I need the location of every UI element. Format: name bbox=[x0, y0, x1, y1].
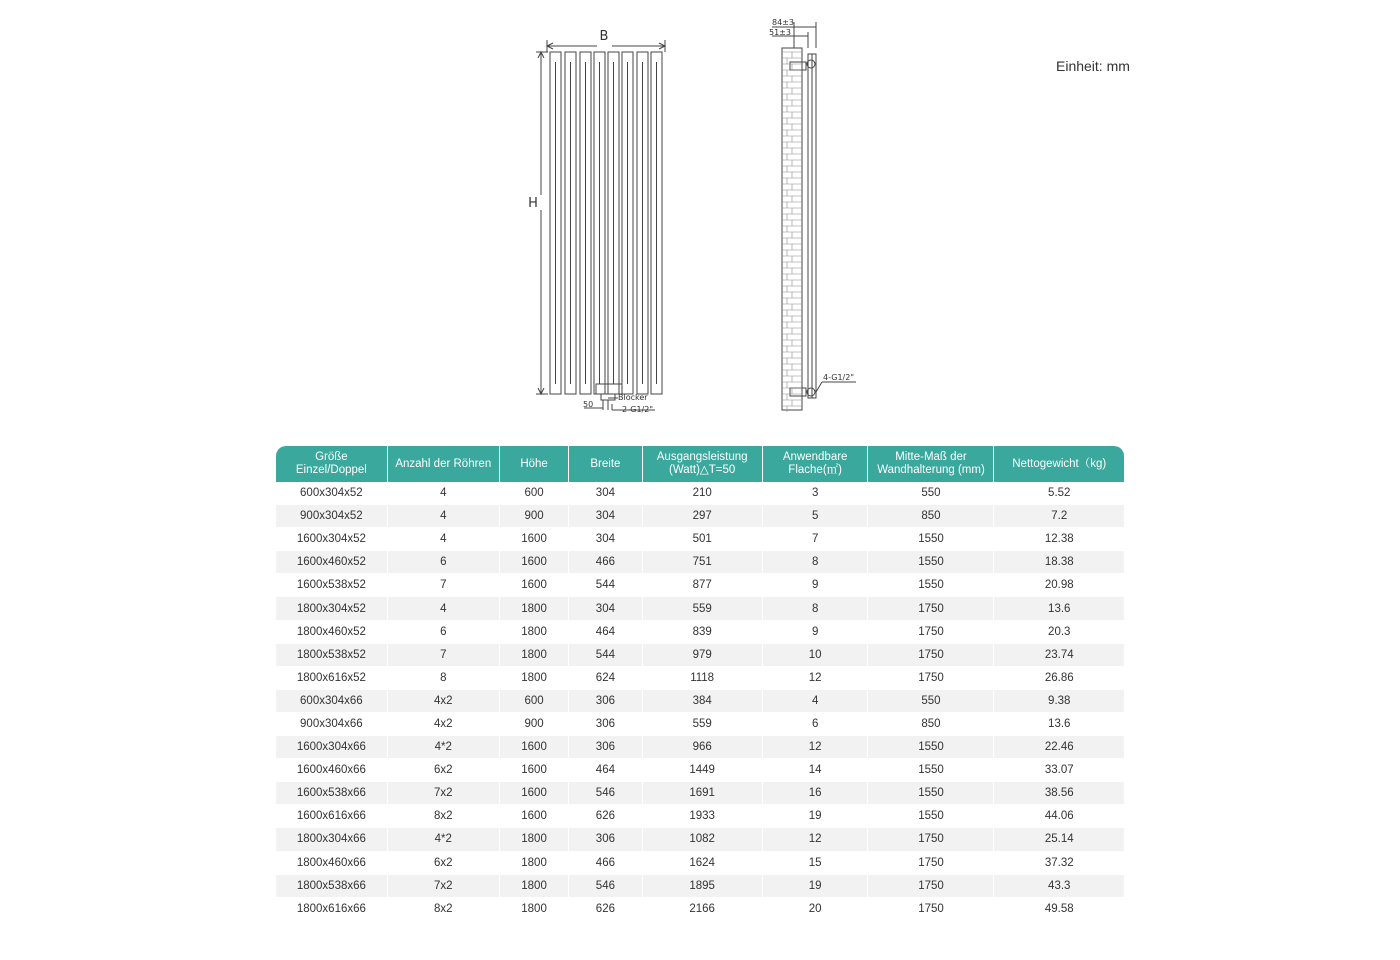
table-cell: 7.2 bbox=[994, 505, 1124, 528]
height-label: H bbox=[528, 196, 538, 211]
table-cell: 25.14 bbox=[994, 828, 1124, 851]
table-cell: 1750 bbox=[868, 621, 994, 644]
column-header bbox=[500, 446, 569, 482]
table-cell: 1800x460x66 bbox=[276, 852, 388, 875]
table-cell: 559 bbox=[643, 597, 763, 620]
table-cell: 1933 bbox=[643, 805, 763, 828]
table-row bbox=[276, 528, 1124, 551]
table-cell: 1624 bbox=[643, 852, 763, 875]
table-cell: 1800 bbox=[500, 667, 569, 690]
offset-label: 50 bbox=[583, 400, 594, 409]
table-cell: 16 bbox=[763, 782, 869, 805]
table-cell: 1550 bbox=[868, 782, 994, 805]
table-cell: 979 bbox=[643, 644, 763, 667]
table-cell: 1800x538x66 bbox=[276, 875, 388, 898]
table-cell: 12 bbox=[763, 828, 869, 851]
column-header bbox=[994, 446, 1124, 482]
table-cell: 1600 bbox=[500, 805, 569, 828]
table-cell: 7x2 bbox=[388, 782, 500, 805]
table-cell: 8 bbox=[763, 597, 869, 620]
table-cell: 6x2 bbox=[388, 759, 500, 782]
table-cell: 546 bbox=[569, 782, 642, 805]
table-cell: 877 bbox=[643, 574, 763, 597]
table-cell: 8 bbox=[763, 551, 869, 574]
table-row bbox=[276, 828, 1124, 851]
table-row bbox=[276, 713, 1124, 736]
table-cell: 850 bbox=[868, 505, 994, 528]
table-cell: 6 bbox=[388, 551, 500, 574]
table-cell: 5.52 bbox=[994, 482, 1124, 505]
table-cell: 304 bbox=[569, 528, 642, 551]
table-row bbox=[276, 898, 1124, 921]
table-cell: 26.86 bbox=[994, 667, 1124, 690]
table-cell: 466 bbox=[569, 852, 642, 875]
column-header-line: Anzahl der Röhren bbox=[395, 457, 492, 470]
table-cell: 23.74 bbox=[994, 644, 1124, 667]
table-cell: 7 bbox=[388, 574, 500, 597]
table-cell: 1082 bbox=[643, 828, 763, 851]
table-cell: 37.32 bbox=[994, 852, 1124, 875]
table-cell: 4 bbox=[388, 505, 500, 528]
table-cell: 1800x616x66 bbox=[276, 898, 388, 921]
table-cell: 544 bbox=[569, 644, 642, 667]
table-cell: 3 bbox=[763, 482, 869, 505]
column-header-line: Breite bbox=[590, 457, 621, 470]
table-row bbox=[276, 736, 1124, 759]
table-cell: 7 bbox=[388, 644, 500, 667]
table-cell: 466 bbox=[569, 551, 642, 574]
table-cell: 7 bbox=[763, 528, 869, 551]
table-cell: 306 bbox=[569, 690, 642, 713]
column-header-line: Mitte-Maß der bbox=[895, 451, 967, 463]
table-body bbox=[276, 482, 1124, 921]
specification-table bbox=[276, 446, 1124, 921]
table-row bbox=[276, 875, 1124, 898]
table-cell: 4 bbox=[388, 528, 500, 551]
table-cell: 900x304x52 bbox=[276, 505, 388, 528]
table-cell: 1750 bbox=[868, 597, 994, 620]
table-cell: 8 bbox=[388, 667, 500, 690]
table-cell: 1118 bbox=[643, 667, 763, 690]
table-cell: 4*2 bbox=[388, 736, 500, 759]
table-cell: 304 bbox=[569, 597, 642, 620]
unit-label: Einheit: mm bbox=[1056, 58, 1130, 74]
table-cell: 1600 bbox=[500, 574, 569, 597]
table-cell: 304 bbox=[569, 505, 642, 528]
table-cell: 1800 bbox=[500, 828, 569, 851]
table-cell: 1800 bbox=[500, 621, 569, 644]
side-depth-inner-label: 51±3 bbox=[769, 28, 791, 37]
table-cell: 1750 bbox=[868, 852, 994, 875]
table-cell: 1800x304x52 bbox=[276, 597, 388, 620]
table-cell: 1600x460x52 bbox=[276, 551, 388, 574]
table-cell: 600x304x52 bbox=[276, 482, 388, 505]
table-cell: 900x304x66 bbox=[276, 713, 388, 736]
table-cell: 20 bbox=[763, 898, 869, 921]
table-cell: 1550 bbox=[868, 551, 994, 574]
table-cell: 306 bbox=[569, 736, 642, 759]
table-cell: 1449 bbox=[643, 759, 763, 782]
column-header-line: Flache(㎡) bbox=[788, 464, 842, 476]
column-header-line: Höhe bbox=[520, 457, 548, 470]
table-cell: 1600x616x66 bbox=[276, 805, 388, 828]
table-cell: 6 bbox=[763, 713, 869, 736]
table-cell: 9 bbox=[763, 574, 869, 597]
table-cell: 33.07 bbox=[994, 759, 1124, 782]
table-cell: 1750 bbox=[868, 875, 994, 898]
column-header-line: (Watt)△T=50 bbox=[669, 464, 736, 476]
table-cell: 501 bbox=[643, 528, 763, 551]
table-cell: 4 bbox=[388, 597, 500, 620]
table-row bbox=[276, 759, 1124, 782]
bottom-connection-label: 2-G1/2" bbox=[622, 405, 654, 414]
table-cell: 559 bbox=[643, 713, 763, 736]
table-cell: 544 bbox=[569, 574, 642, 597]
table-cell: 306 bbox=[569, 828, 642, 851]
table-cell: 304 bbox=[569, 482, 642, 505]
column-header bbox=[569, 446, 642, 482]
column-header bbox=[868, 446, 994, 482]
table-header-row bbox=[276, 446, 1124, 482]
table-cell: 4*2 bbox=[388, 828, 500, 851]
table-cell: 19 bbox=[763, 805, 869, 828]
table-cell: 13.6 bbox=[994, 713, 1124, 736]
column-header-line: Nettogewicht（kg) bbox=[1012, 457, 1107, 470]
table-cell: 850 bbox=[868, 713, 994, 736]
table-row bbox=[276, 644, 1124, 667]
table-cell: 2166 bbox=[643, 898, 763, 921]
table-cell: 626 bbox=[569, 805, 642, 828]
table-row bbox=[276, 597, 1124, 620]
table-cell: 546 bbox=[569, 875, 642, 898]
table-cell: 1600 bbox=[500, 528, 569, 551]
column-header-line: Einzel/Doppel bbox=[295, 464, 367, 476]
table-cell: 20.98 bbox=[994, 574, 1124, 597]
table-cell: 9 bbox=[763, 621, 869, 644]
table-cell: 4 bbox=[763, 690, 869, 713]
table-cell: 1600x538x52 bbox=[276, 574, 388, 597]
table-row bbox=[276, 505, 1124, 528]
table-row bbox=[276, 574, 1124, 597]
column-header bbox=[276, 446, 388, 482]
table-cell: 1800 bbox=[500, 875, 569, 898]
table-row bbox=[276, 621, 1124, 644]
table-cell: 306 bbox=[569, 713, 642, 736]
table-cell: 1800 bbox=[500, 898, 569, 921]
column-header bbox=[388, 446, 500, 482]
table-cell: 600 bbox=[500, 690, 569, 713]
table-cell: 900 bbox=[500, 505, 569, 528]
table-cell: 751 bbox=[643, 551, 763, 574]
radiator-tubes bbox=[550, 52, 662, 394]
table-cell: 1691 bbox=[643, 782, 763, 805]
side-depth-outer-label: 84±3 bbox=[772, 18, 794, 27]
table-cell: 7x2 bbox=[388, 875, 500, 898]
side-connection-label: 4-G1/2" bbox=[823, 373, 855, 382]
table-cell: 600 bbox=[500, 482, 569, 505]
radiator-technical-drawing bbox=[0, 0, 1400, 440]
table-cell: 1550 bbox=[868, 528, 994, 551]
table-cell: 1750 bbox=[868, 667, 994, 690]
table-cell: 10 bbox=[763, 644, 869, 667]
table-cell: 464 bbox=[569, 759, 642, 782]
table-row bbox=[276, 482, 1124, 505]
table-cell: 1550 bbox=[868, 759, 994, 782]
table-cell: 4x2 bbox=[388, 713, 500, 736]
table-cell: 1895 bbox=[643, 875, 763, 898]
table-row bbox=[276, 667, 1124, 690]
blocker-label: Blocker bbox=[618, 393, 648, 402]
column-header-line: Größe bbox=[315, 451, 348, 463]
table-cell: 18.38 bbox=[994, 551, 1124, 574]
table-cell: 1600 bbox=[500, 782, 569, 805]
table-cell: 1750 bbox=[868, 898, 994, 921]
table-cell: 1800 bbox=[500, 644, 569, 667]
table-row bbox=[276, 852, 1124, 875]
width-label: B bbox=[599, 29, 609, 44]
table-cell: 20.3 bbox=[994, 621, 1124, 644]
table-cell: 1750 bbox=[868, 828, 994, 851]
table-cell: 49.58 bbox=[994, 898, 1124, 921]
table-cell: 1550 bbox=[868, 574, 994, 597]
table-row bbox=[276, 690, 1124, 713]
table-cell: 839 bbox=[643, 621, 763, 644]
table-cell: 19 bbox=[763, 875, 869, 898]
column-header bbox=[643, 446, 763, 482]
table-cell: 550 bbox=[868, 482, 994, 505]
column-header-line: Anwendbare bbox=[782, 451, 848, 463]
table-row bbox=[276, 782, 1124, 805]
table-cell: 600x304x66 bbox=[276, 690, 388, 713]
table-cell: 1800x616x52 bbox=[276, 667, 388, 690]
table-cell: 1800 bbox=[500, 597, 569, 620]
table-cell: 1550 bbox=[868, 736, 994, 759]
column-header-line: Wandhalterung (mm) bbox=[877, 464, 985, 476]
table-cell: 43.3 bbox=[994, 875, 1124, 898]
table-cell: 1600x304x52 bbox=[276, 528, 388, 551]
table-cell: 6 bbox=[388, 621, 500, 644]
table-cell: 12 bbox=[763, 667, 869, 690]
table-cell: 1800 bbox=[500, 852, 569, 875]
table-cell: 6x2 bbox=[388, 852, 500, 875]
table-cell: 624 bbox=[569, 667, 642, 690]
table-cell: 44.06 bbox=[994, 805, 1124, 828]
table-cell: 8x2 bbox=[388, 898, 500, 921]
table-cell: 1550 bbox=[868, 805, 994, 828]
table-cell: 5 bbox=[763, 505, 869, 528]
table-cell: 900 bbox=[500, 713, 569, 736]
table-cell: 1600x538x66 bbox=[276, 782, 388, 805]
table-cell: 1600x460x66 bbox=[276, 759, 388, 782]
table-row bbox=[276, 551, 1124, 574]
table-cell: 1800x460x52 bbox=[276, 621, 388, 644]
table-row bbox=[276, 805, 1124, 828]
table-cell: 12 bbox=[763, 736, 869, 759]
table-cell: 464 bbox=[569, 621, 642, 644]
table-cell: 12.38 bbox=[994, 528, 1124, 551]
table-cell: 1800x538x52 bbox=[276, 644, 388, 667]
table-cell: 550 bbox=[868, 690, 994, 713]
table-cell: 8x2 bbox=[388, 805, 500, 828]
table-cell: 1600x304x66 bbox=[276, 736, 388, 759]
table-cell: 297 bbox=[643, 505, 763, 528]
table-cell: 966 bbox=[643, 736, 763, 759]
table-cell: 4x2 bbox=[388, 690, 500, 713]
table-cell: 4 bbox=[388, 482, 500, 505]
table-cell: 1750 bbox=[868, 644, 994, 667]
table-cell: 626 bbox=[569, 898, 642, 921]
table-cell: 13.6 bbox=[994, 597, 1124, 620]
column-header bbox=[763, 446, 869, 482]
wall-hatching bbox=[782, 52, 802, 412]
table-cell: 1600 bbox=[500, 551, 569, 574]
table-cell: 1600 bbox=[500, 736, 569, 759]
table-cell: 210 bbox=[643, 482, 763, 505]
table-cell: 22.46 bbox=[994, 736, 1124, 759]
table-cell: 38.56 bbox=[994, 782, 1124, 805]
table-cell: 14 bbox=[763, 759, 869, 782]
table-cell: 1600 bbox=[500, 759, 569, 782]
table-cell: 9.38 bbox=[994, 690, 1124, 713]
table-cell: 15 bbox=[763, 852, 869, 875]
table-cell: 1800x304x66 bbox=[276, 828, 388, 851]
column-header-line: Ausgangsleistung bbox=[656, 451, 748, 463]
table-cell: 384 bbox=[643, 690, 763, 713]
